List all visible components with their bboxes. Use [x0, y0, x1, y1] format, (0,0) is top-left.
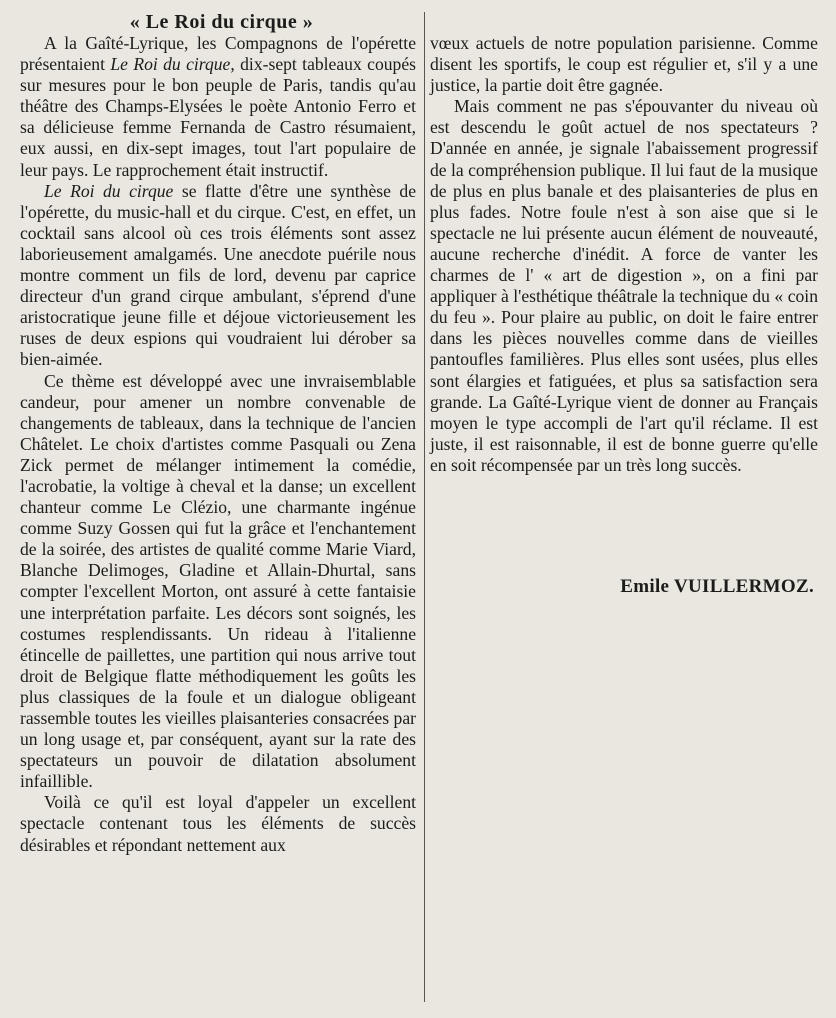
- paragraph-text: , dix-sept tableaux coupés sur mesures pour le bon peuple de Paris, tandis qu'au théâtre des Champs-Elysées le poète Antonio Ferro et sa délicieuse femme Fernanda de Castro résumaient, eux aussi, en dix-sept images, tout l'art populaire de leur pays. Le rapprochement était instructif.: [20, 54, 416, 180]
- column-divider: [424, 12, 425, 1002]
- paragraph: Mais comment ne pas s'épouvanter du niveau où est descendu le goût actuel de nos spectateurs ? D'année en année, je signale l'abaissement progressif de la compréhension publique. Il lui faut de la musique de plus en plus banale et des plaisanteries de plus en plus fades. Notre foule n'est à son aise que si le spectacle ne lui présente aucun élément de nouveauté, aucune recherche d'inédit. A force de vanter les charmes de l' « art de digestion », on a fini par appliquer à l'esthétique théâtrale la technique du « coin du feu ». Pour plaire au public, on doit le faire entrer dans les pièces nouvelles comme dans de vieilles pantoufles familières. Plus elles sont usées, plus elles sont élargies et fatiguées, et plus sa satisfaction sera grande. La Gaîté-Lyrique vient de donner au Français moyen le type accompli de l'art qu'il réclame. Il est juste, il est raisonnable, il est de bonne guerre qu'elle en soit récompensée par un très long succès.: [430, 96, 818, 475]
- article-title: « Le Roi du cirque »: [129, 11, 314, 33]
- show-title: Le Roi du cirque: [44, 180, 174, 201]
- show-title: Le Roi du cirque: [110, 54, 231, 75]
- left-column: [20, 33, 416, 856]
- paragraph: Voilà ce qu'il est loyal d'appeler un excellent spectacle contenant tous les éléments de succès désirables et répondant nettement aux: [20, 792, 416, 855]
- right-column: [430, 33, 818, 476]
- paragraph-text: se flatte d'être une synthèse de l'opérette, du music-hall et du cirque. C'est, en effet, un cocktail sans alcool où ces trois éléments sont assez laborieusement amalgamés. Une anecdote puérile nous montre comment un fils de lord, devenu par caprice directeur d'un grand cirque ambulant, s'éprend d'une aristocratique jeune fille et déjoue victorieusement les ruses de deux espions qui voudraient lui dérober sa bien-aimée.: [20, 180, 417, 370]
- paragraph: [20, 181, 416, 371]
- author-signature: Emile VUILLERMOZ.: [620, 576, 814, 597]
- paragraph: [20, 33, 416, 181]
- paragraph: vœux actuels de notre population parisienne. Comme disent les sportifs, le coup est régulier et, s'il y a une justice, la partie doit être gagnée.: [430, 33, 818, 96]
- paragraph: Ce thème est développé avec une invraisemblable candeur, pour amener un nombre convenable de changements de tableaux, dans la technique de l'ancien Châtelet. Le choix d'artistes comme Pasquali ou Zena Zick permet de mélanger intimement la comédie, l'acrobatie, la voltige à cheval et la danse; un excellent chanteur comme Le Clézio, une charmante ingénue comme Suzy Gossen qui fut la grâce et l'enchantement de la soirée, des artistes de qualité comme Marie Viard, Blanche Delimoges, Gladine et Allain-Dhurtal, sans compter l'excellent Morton, ont assuré à cette fantaisie une interprétation parfaite. Les décors sont soignés, les costumes resplendissants. Un rideau à l'italienne étincelle de paillettes, une partition qui nous arrive tout droit de Belgique flatte méthodiquement les goûts les plus classiques de la foule et un dialogue obligeant rassemble toutes les vieilles plaisanteries consacrées par un long usage et, par conséquent, ayant sur la rate des spectateurs un pouvoir de dilatation absolument infaillible.: [20, 370, 416, 792]
- paragraph-text: A la Gaîté-Lyrique, les Compagnons de l'opérette présentaient: [20, 33, 416, 75]
